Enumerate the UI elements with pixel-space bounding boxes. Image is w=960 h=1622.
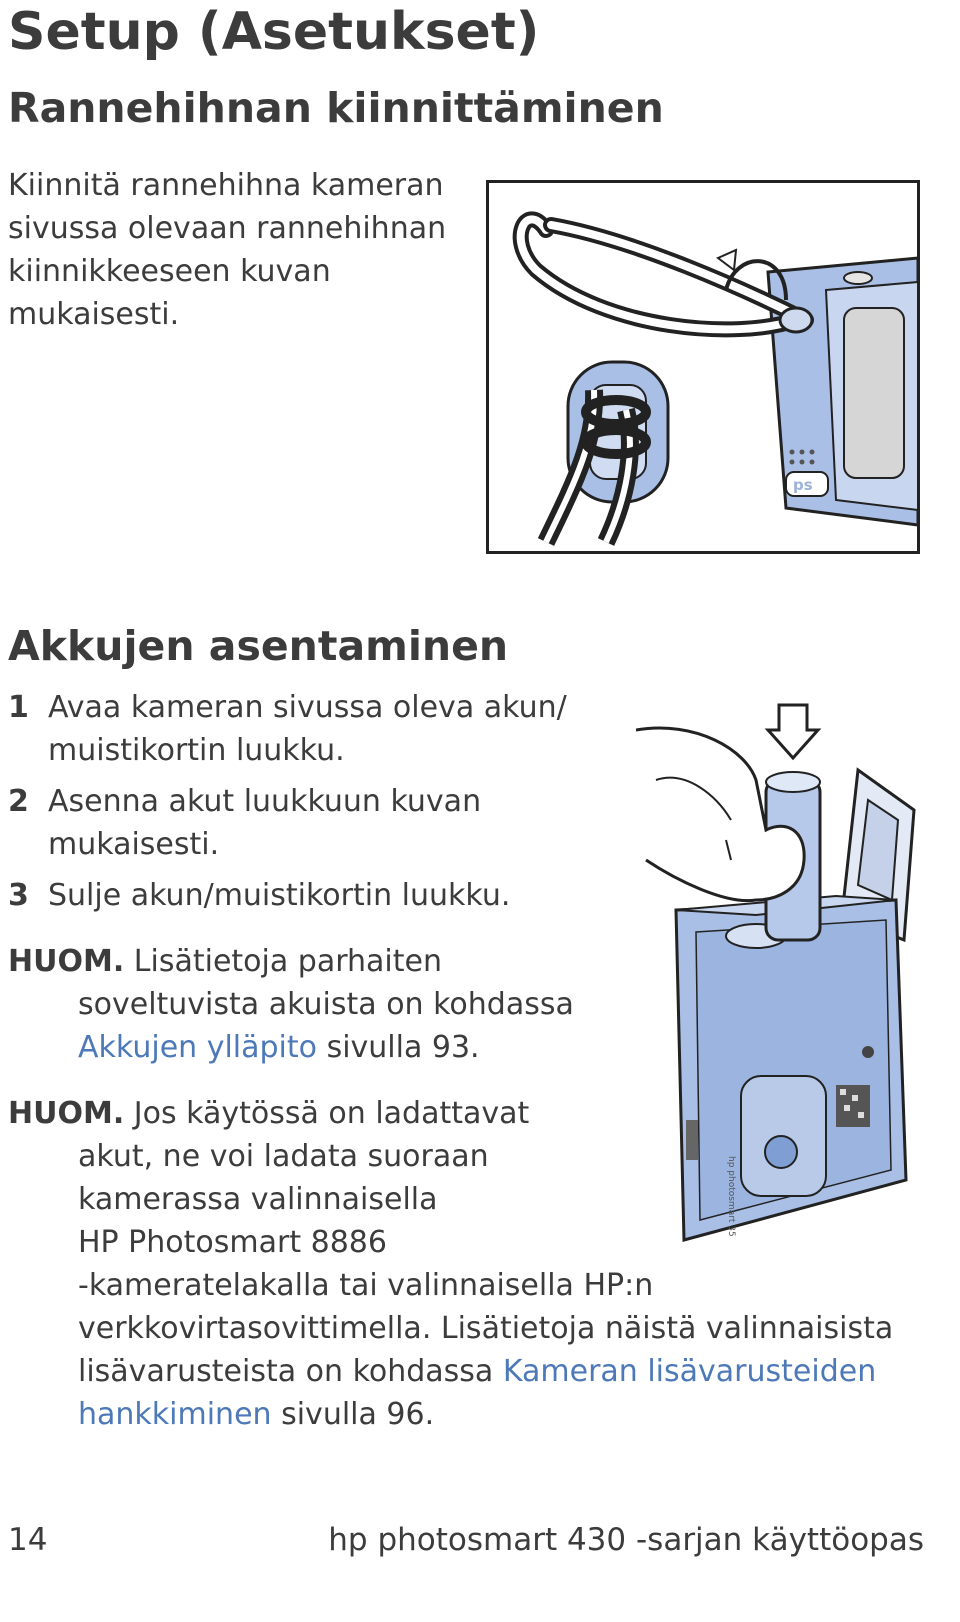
step-number: 2 [8,784,29,819]
note-batteries [8,940,574,1069]
step-text: Sulje akun/muistikortin luukku. [48,878,511,913]
note-text: Lisätietoja parhaiten [133,944,442,979]
step-2 [8,780,628,866]
link-battery-care[interactable]: Akkujen ylläpito [78,1030,318,1065]
note-charging [8,1092,893,1436]
step-number: 3 [8,878,29,913]
page-number: 14 [8,1522,48,1558]
section-heading-batteries: Akkujen asentaminen [8,622,509,670]
note-text: Jos käytössä on ladattavat [133,1096,530,1131]
step-text: Avaa kameran sivussa oleva akun/ [48,690,567,725]
step-1 [8,686,628,772]
strap-line: kiinnikkeeseen kuvan [8,254,331,289]
link-accessories[interactable]: Kameran lisävarusteiden [502,1354,877,1389]
strap-figure [486,180,920,558]
strap-line: mukaisesti. [8,297,180,332]
strap-instructions [8,164,478,336]
note-text: kamerassa valinnaisella [78,1182,438,1217]
note-text: HP Photosmart 8886 [78,1225,387,1260]
note-text: sivulla 96. [281,1397,435,1432]
note-text: verkkovirtasovittimella. Lisätietoja näistä valinnaisista [78,1311,894,1346]
note-text: -kameratelakalla tai valinnaisella HP:n [78,1268,654,1303]
link-accessories-cont[interactable]: hankkiminen [78,1397,272,1432]
strap-line: Kiinnitä rannehihna kameran [8,168,444,203]
step-text: mukaisesti. [48,827,220,862]
note-label: HUOM. [8,1096,125,1131]
step-text: Asenna akut luukkuun kuvan [48,784,482,819]
note-text: sivulla 93. [326,1030,480,1065]
section-heading-strap: Rannehihnan kiinnittäminen [8,84,664,132]
step-3 [8,874,628,917]
ps-logo-mark: ps [793,476,813,494]
note-text: akut, ne voi ladata suoraan [78,1139,489,1174]
note-text: soveltuvista akuista on kohdassa [78,987,574,1022]
page-title: Setup (Asetukset) [8,2,540,62]
step-text: muistikortin luukku. [48,733,345,768]
note-label: HUOM. [8,944,125,979]
step-number: 1 [8,690,29,725]
footer-title: hp photosmart 430 -sarjan käyttöopas [328,1522,924,1558]
note-text: lisävarusteista on kohdassa [78,1354,494,1389]
camera-model-text: hp photosmart 35 [726,1156,736,1237]
strap-line: sivussa olevaan rannehihnan [8,211,447,246]
strap-illustration [486,180,920,554]
